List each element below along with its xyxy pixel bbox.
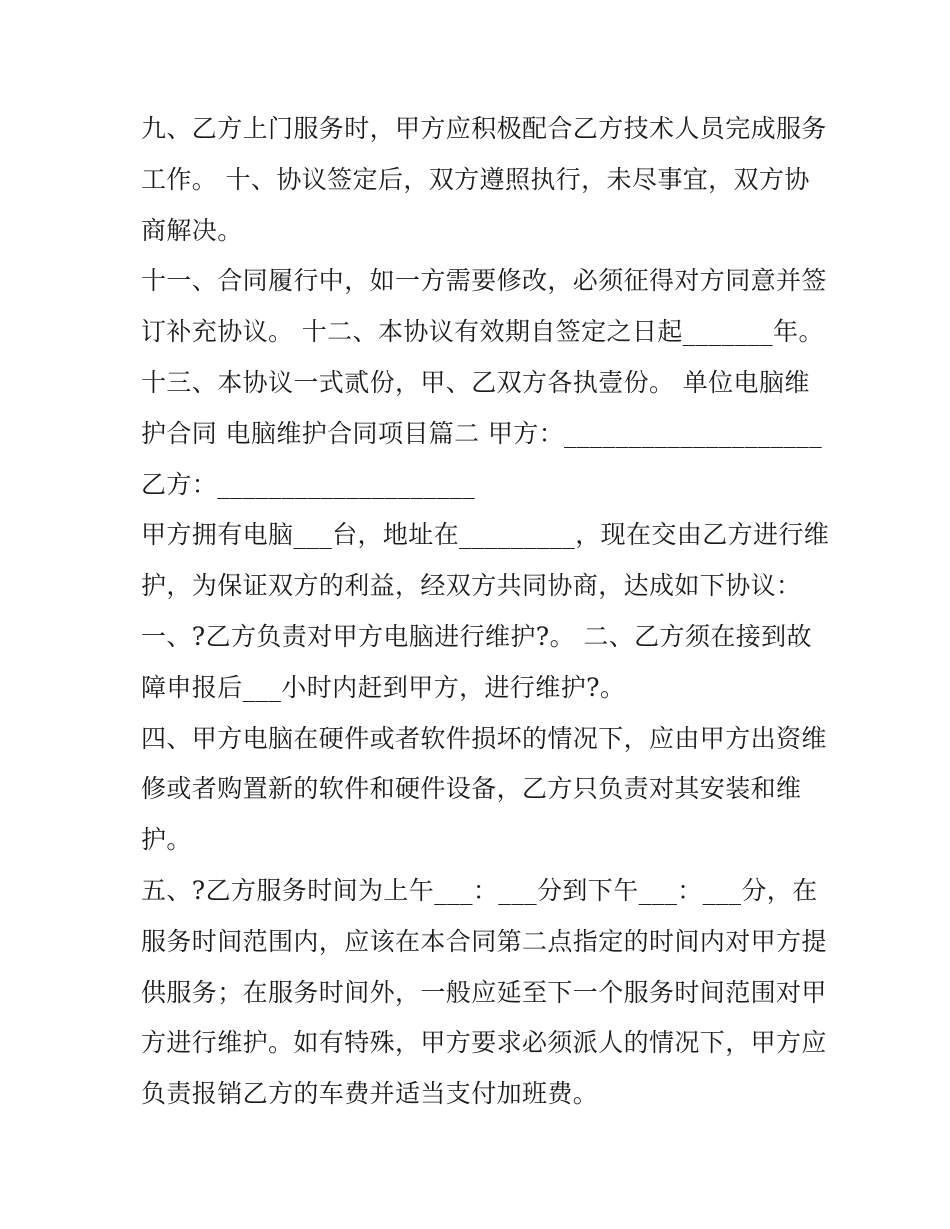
text-line: 修或者购置新的软件和硬件设备，乙方只负责对其安装和维 [141,774,802,804]
text-line: 订补充协议。 十二、本协议有效期自签定之日起_______年。 [141,317,824,347]
text-line: 一、?乙方负责对甲方电脑进行维护?。 二、乙方须在接到故 [141,621,812,651]
text-line: 十一、合同履行中，如一方需要修改，必须征得对方同意并签 [141,266,827,296]
document-body [141,104,830,1120]
text-line: 五、?乙方服务时间为上午___：___分到下午___：___分，在 [141,875,818,905]
text-line: 九、乙方上门服务时，甲方应积极配合乙方技术人员完成服务 [141,114,827,143]
text-line: 供服务；在服务时间外，一般应延至下一个服务时间范围对甲 [141,977,827,1007]
text-line: 护，为保证双方的利益，经双方共同协商，达成如下协议： [141,571,802,601]
text-line: 乙方：____________________ [141,469,476,499]
text-line: 护。 [141,825,192,855]
text-line: 护合同 电脑维护合同项目篇二 甲方：____________________ [141,418,823,448]
text-line: 负责报销乙方的车费并适当支付加班费。 [141,1079,599,1109]
text-line: 方进行维护。如有特殊，甲方要求必须派人的情况下，甲方应 [141,1028,827,1058]
text-line: 四、甲方电脑在硬件或者软件损坏的情况下，应由甲方出资维 [141,723,827,753]
text-line: 十三、本协议一式贰份，甲、乙双方各执壹份。 单位电脑维 [141,367,810,397]
text-line: 服务时间范围内，应该在本合同第二点指定的时间内对甲方提 [141,926,827,956]
text-line: 甲方拥有电脑___台，地址在_________，现在交由乙方进行维 [141,520,830,550]
text-line: 商解决。 [141,215,243,245]
text-line: 工作。 十、协议签定后，双方遵照执行，未尽事宜，双方协 [141,164,810,194]
text-line: 障申报后___小时内赶到甲方，进行维护?。 [141,672,626,702]
